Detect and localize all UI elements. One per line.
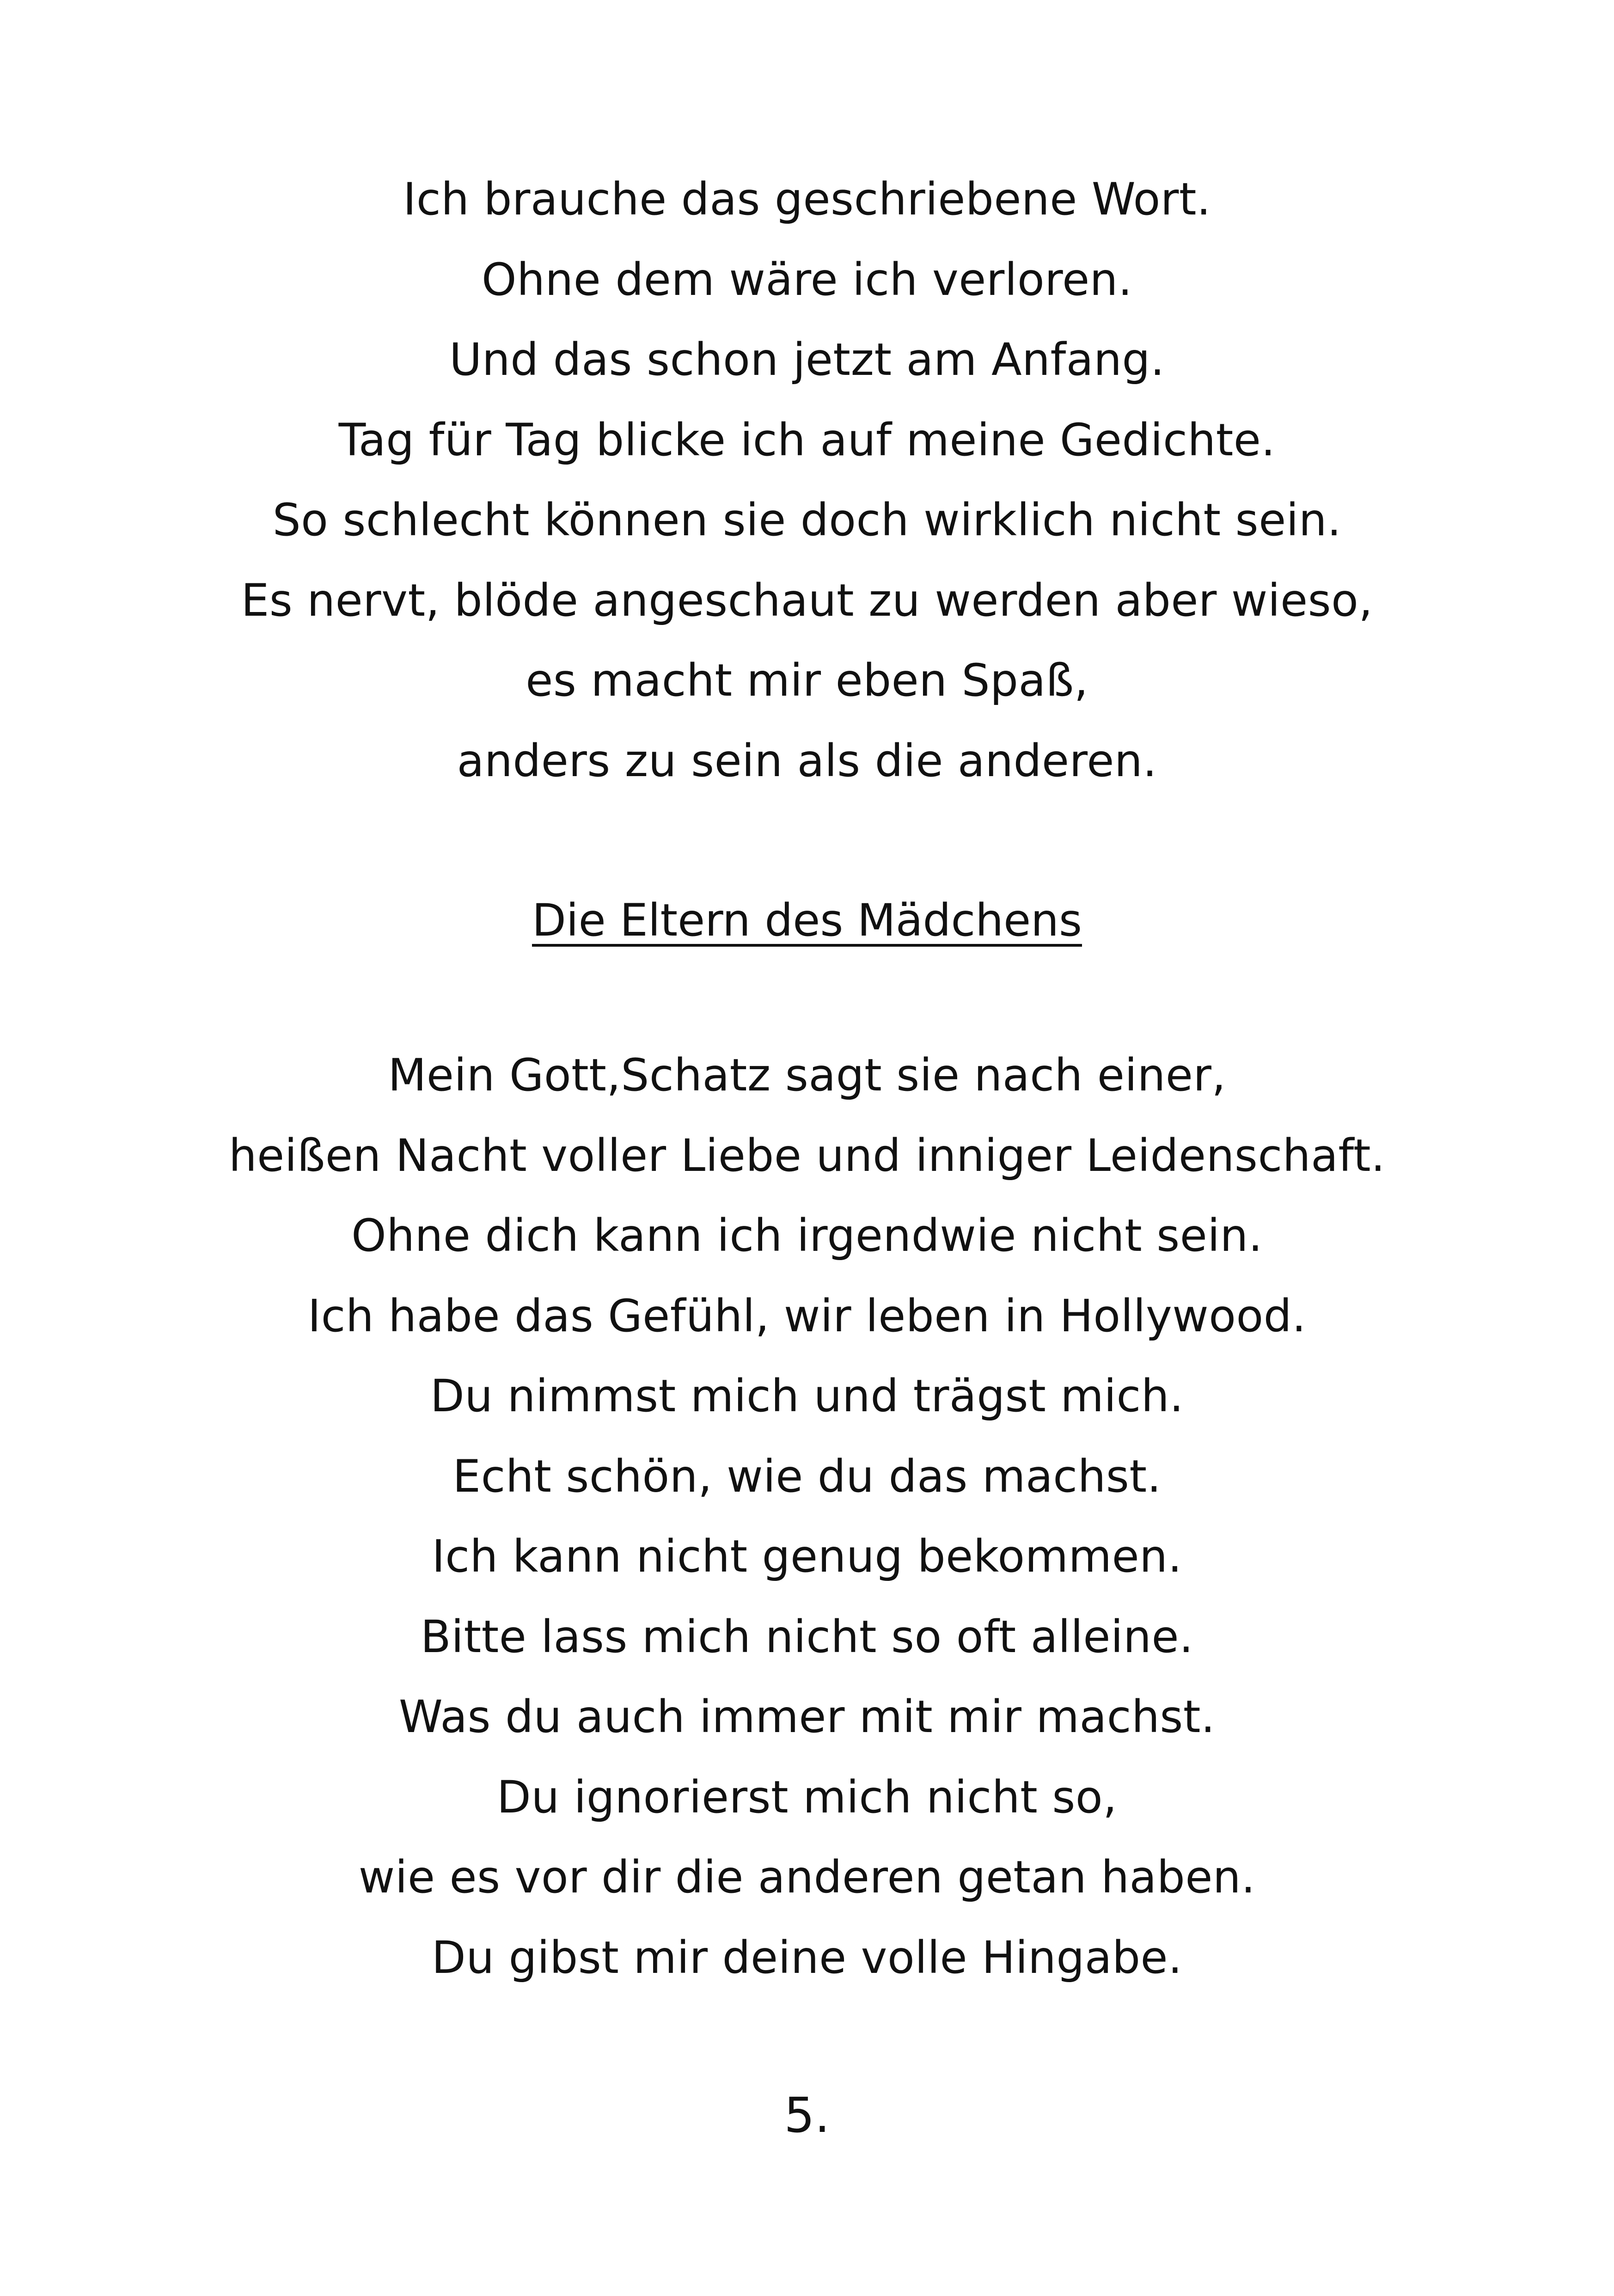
poem-line: So schlecht können sie doch wirklich nicht sein.	[272, 494, 1342, 546]
main-stanza	[0, 1035, 1614, 1998]
poem-line: Du nimmst mich und trägst mich.	[430, 1370, 1184, 1422]
poem-line: Ich habe das Gefühl, wir leben in Hollywood.	[307, 1290, 1307, 1342]
poem-line: Ich kann nicht genug bekommen.	[432, 1531, 1182, 1582]
poem-title-text: Die Eltern des Mädchens	[532, 894, 1082, 946]
poem-line: Ich brauche das geschriebene Wort.	[403, 173, 1211, 225]
poem-line: Und das schon jetzt am Anfang.	[449, 334, 1165, 386]
poem-line: Es nervt, blöde angeschaut zu werden aber wieso,	[241, 574, 1373, 626]
poem-line: Mein Gott,Schatz sagt sie nach einer,	[388, 1049, 1226, 1101]
poem-title	[0, 881, 1614, 961]
poem-line: heißen Nacht voller Liebe und inniger Leidenschaft.	[228, 1129, 1386, 1182]
poem-line: wie es vor dir die anderen getan haben.	[358, 1851, 1256, 1903]
page-number: 5.	[784, 2087, 830, 2143]
poem-line: anders zu sein als die anderen.	[457, 735, 1157, 787]
poem-line: Du ignorierst mich nicht so,	[496, 1771, 1118, 1823]
poem-line: Echt schön, wie du das machst.	[452, 1450, 1162, 1502]
poem-line: Tag für Tag blicke ich auf meine Gedichte.	[338, 414, 1276, 466]
poem-line: Ohne dem wäre ich verloren.	[482, 253, 1132, 306]
poem-line: Bitte lass mich nicht so oft alleine.	[420, 1610, 1194, 1663]
intro-stanza	[0, 159, 1614, 801]
poem-line: Du gibst mir deine volle Hingabe.	[431, 1931, 1183, 1984]
poem-line: Ohne dich kann ich irgendwie nicht sein.	[351, 1210, 1263, 1261]
poem-line: es macht mir eben Spaß,	[526, 655, 1088, 706]
poem-line: Was du auch immer mit mir machst.	[398, 1691, 1216, 1743]
